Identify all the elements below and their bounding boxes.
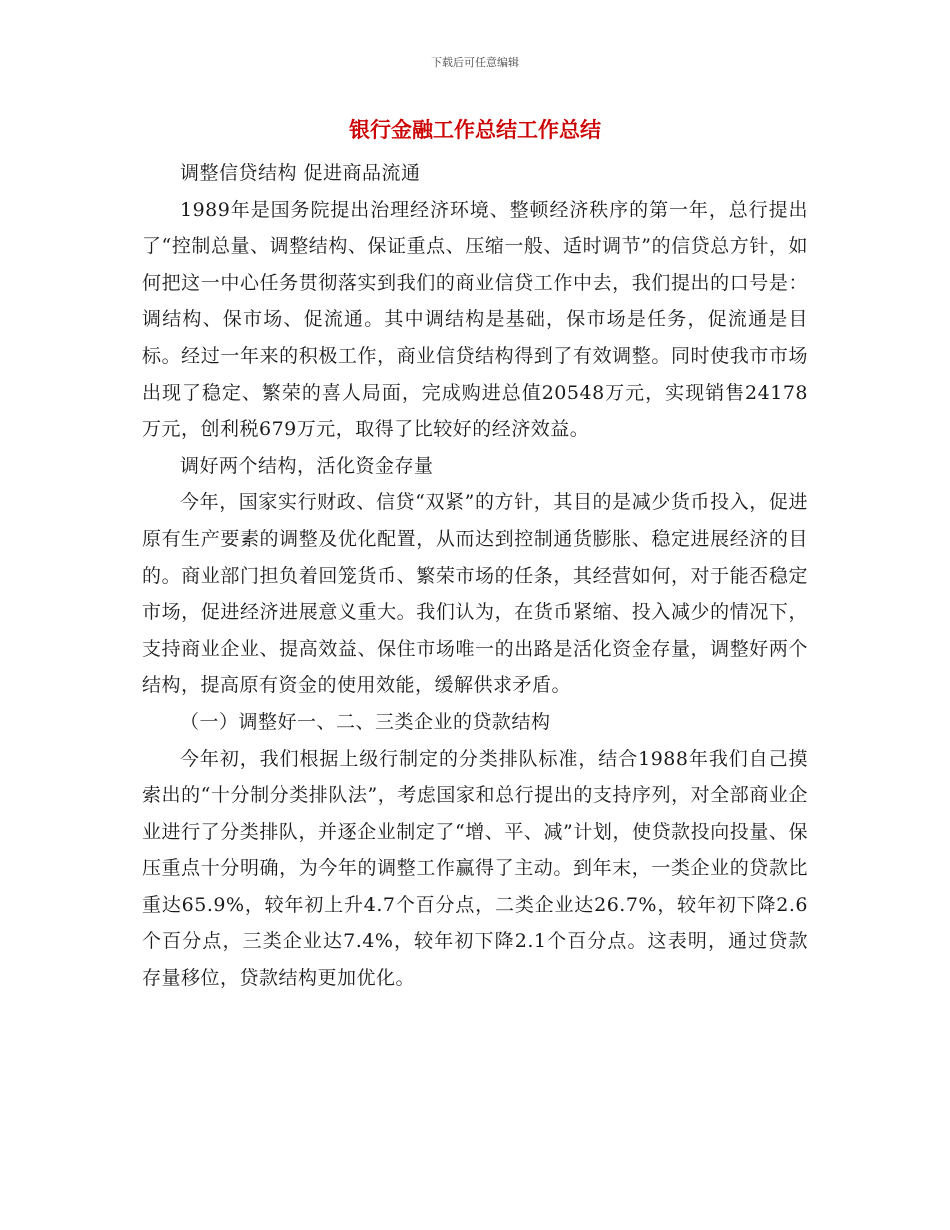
subsection-heading: （一）调整好一、二、三类企业的贷款结构	[180, 710, 551, 733]
body-paragraph: 今年初，我们根据上级行制定的分类排队标准，结合1988年我们自己摸索出的“十分制分类排队法”，考虑国家和总行提出的支持序列，对全部商业企业进行了分类排队，并逐企业制定了“增、平、减”计划，使贷款投向投量、保压重点十分明确，为今年的调整工作赢得了主动。到年末，一类企业的贷款比重达65.9%，较年初上升4.7个百分点，二类企业达26.7%，较年初下降2.6个百分点，三类企业达7.4%，较年初下降2.1个百分点。这表明，通过贷款存量移位，贷款结构更加优化。	[142, 747, 808, 990]
document-body	[142, 155, 808, 997]
header-note: 下载后可任意编辑	[431, 56, 519, 69]
document-title: 银行金融工作总结工作总结	[349, 118, 601, 142]
section-heading: 调整信贷结构 促进商品流通	[180, 162, 421, 184]
section-heading: 调好两个结构，活化资金存量	[180, 454, 434, 477]
body-paragraph: 1989年是国务院提出治理经济环境、整顿经济秩序的第一年，总行提出了“控制总量、调整结构、保证重点、压缩一般、适时调节”的信贷总方针，如何把这一中心任务贯彻落实到我们的商业信贷工作中去，我们提出的口号是：调结构、保市场、促流通。其中调结构是基础，保市场是任务，促流通是目标。经过一年来的积极工作，商业信贷结构得到了有效调整。同时使我市市场出现了稳定、繁荣的喜人局面，完成购进总值20548万元，实现销售24178万元，创利税679万元，取得了比较好的经济效益。	[142, 198, 808, 441]
body-paragraph: 今年，国家实行财政、信贷“双紧”的方针，其目的是减少货币投入，促进原有生产要素的调整及优化配置，从而达到控制通货膨胀、稳定进展经济的目的。商业部门担负着回笼货币、繁荣市场的任条，其经营如何，对于能否稳定市场，促进经济进展意义重大。我们认为，在货币紧缩、投入减少的情况下，支持商业企业、提高效益、保住市场唯一的出路是活化资金存量，调整好两个结构，提高原有资金的使用效能，缓解供求矛盾。	[142, 491, 808, 697]
